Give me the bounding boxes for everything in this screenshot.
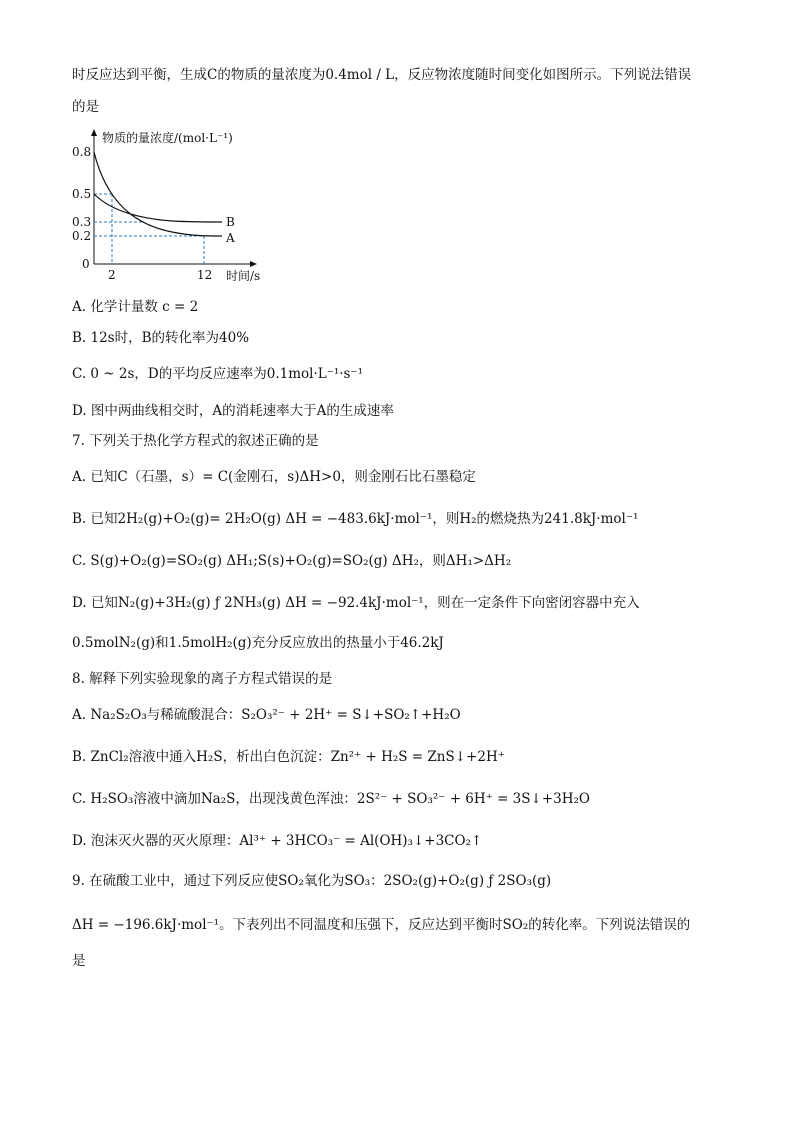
q7-option-a: A. 已知C（石墨，s）= C(金刚石，s)ΔH>0，则金刚石比石墨稳定	[72, 469, 476, 485]
q8-option-b: B. ZnCl₂溶液中通入H₂S，析出白色沉淀：Zn²⁺ + H₂S = ZnS↓+2H⁺	[72, 749, 505, 765]
concentration-time-chart	[72, 126, 292, 286]
q8-option-d: D. 泡沫灭火器的灭火原理：Al³⁺ + 3HCO₃⁻ = Al(OH)₃↓+3CO₂↑	[72, 833, 483, 849]
q7-option-d: D. 已知N₂(g)+3H₂(g) ƒ 2NH₃(g) ΔH = −92.4kJ·mol⁻¹，则在一定条件下向密闭容器中充入	[72, 595, 640, 611]
q7-option-c: C. S(g)+O₂(g)=SO₂(g) ΔH₁;S(s)+O₂(g)=SO₂(g) ΔH₂，则ΔH₁>ΔH₂	[72, 553, 512, 569]
q8-stem: 8. 解释下列实验现象的离子方程式错误的是	[72, 671, 333, 687]
y-axis-arrow	[91, 129, 97, 136]
q8-option-a: A. Na₂S₂O₃与稀硫酸混合：S₂O₃²⁻ + 2H⁺ = S↓+SO₂↑+H₂O	[72, 707, 461, 723]
series-a-label: A	[226, 231, 235, 245]
q8-option-c: C. H₂SO₃溶液中滴加Na₂S，出现浅黄色浑浊：2S²⁻ + SO₃²⁻ + 6H⁺ = 3S↓+3H₂O	[72, 791, 590, 807]
x-axis-label: 时间/s	[226, 269, 261, 283]
q6-option-c: C. 0 ~ 2s，D的平均反应速率为0.1mol·L⁻¹·s⁻¹	[72, 366, 364, 382]
series-b-label: B	[226, 215, 235, 229]
q9-line-1: 9. 在硫酸工业中，通过下列反应使SO₂氧化为SO₃：2SO₂(g)+O₂(g) ƒ 2SO₃(g)	[72, 873, 552, 889]
q7-stem: 7. 下列关于热化学方程式的叙述正确的是	[72, 433, 319, 449]
x-axis-arrow	[250, 261, 257, 267]
intro-line-2: 的是	[72, 99, 99, 115]
q9-line-2: ΔH = −196.6kJ·mol⁻¹。下表列出不同温度和压强下，反应达到平衡时SO₂的转化率。下列说法错误的	[72, 917, 691, 933]
q6-option-b: B. 12s时，B的转化率为40%	[72, 330, 250, 346]
series-b-curve	[94, 194, 222, 222]
y-tick-0-5: 0.5	[72, 187, 92, 201]
q7-option-b: B. 已知2H₂(g)+O₂(g)= 2H₂O(g) ΔH = −483.6kJ·mol⁻¹，则H₂的燃烧热为241.8kJ·mol⁻¹	[72, 511, 639, 527]
y-tick-0-8: 0.8	[72, 145, 92, 159]
origin-label: 0	[82, 257, 90, 271]
intro-line-1: 时反应达到平衡，生成C的物质的量浓度为0.4mol / L，反应物浓度随时间变化如图所示。下列说法错误	[72, 67, 692, 83]
q6-option-a: A. 化学计量数 c = 2	[72, 299, 199, 315]
y-axis-label: 物质的量浓度/(mol·L⁻¹)	[102, 131, 233, 145]
y-tick-0-2: 0.2	[72, 229, 92, 243]
x-tick-2: 2	[108, 268, 116, 282]
x-tick-12: 12	[197, 268, 213, 282]
series-a-curve	[94, 152, 222, 236]
q6-option-d: D. 图中两曲线相交时，A的消耗速率大于A的生成速率	[72, 403, 394, 419]
y-tick-0-3: 0.3	[72, 215, 92, 229]
q7-option-d-cont: 0.5molN₂(g)和1.5molH₂(g)充分反应放出的热量小于46.2kJ	[72, 635, 444, 651]
q9-line-3: 是	[72, 953, 86, 969]
